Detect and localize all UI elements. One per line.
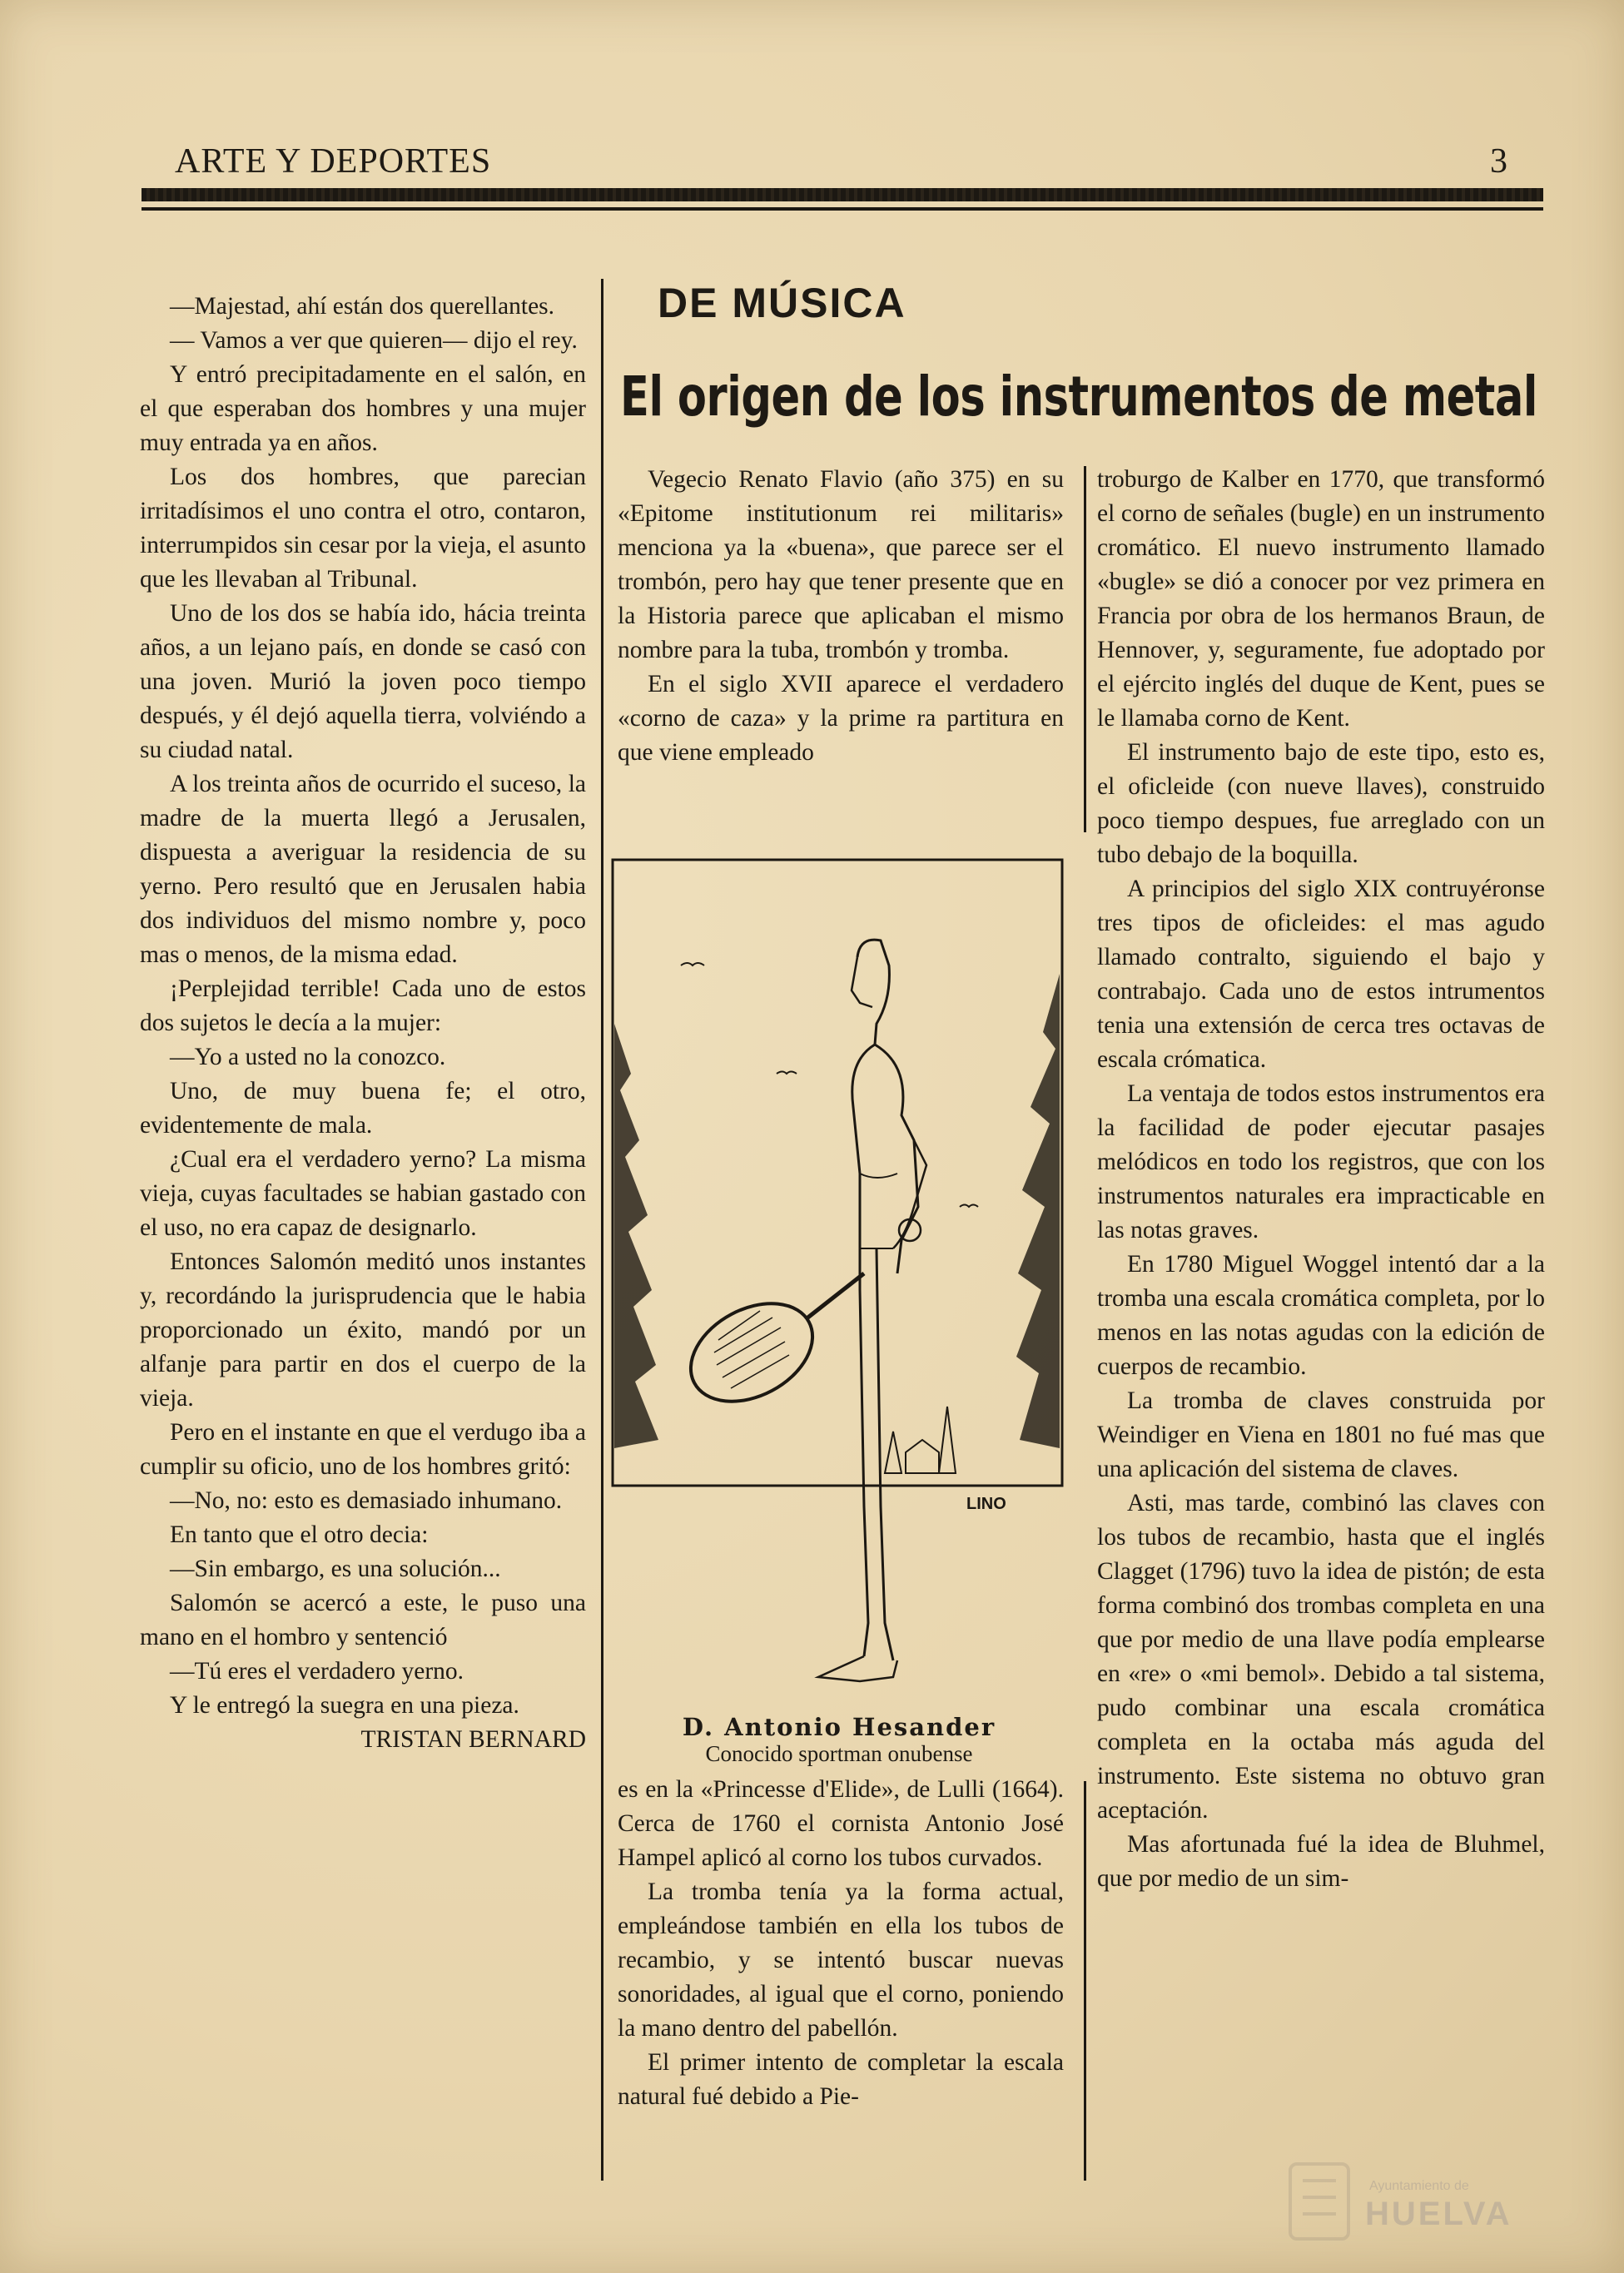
article-paragraph: Vegecio Renato Flavio (año 375) en su «Epitome institutionum rei militaris» menciona ya la «buena», que parece ser el trombón, pero hay que tener presente que en la Historia parece que aplicaban el mismo nombre para la tuba, trombón y tromba. (618, 466, 1064, 663)
story-paragraph: En tanto que el otro decia: (170, 1521, 429, 1548)
article-paragraph: En 1780 Miguel Woggel intentó dar a la tromba una escala cromática completa, por lo menos en las notas agudas con la edición de cuerpos de recambio. (1097, 1251, 1545, 1380)
illustration-caption-name: D. Antonio Hesander (682, 1713, 996, 1741)
running-header-title: ARTE Y DEPORTES (175, 142, 492, 181)
article-paragraph: Mas afortunada fué la idea de Bluhmel, que por medio de un sim- (1097, 1831, 1545, 1892)
column-divider-left (601, 279, 603, 2181)
story-paragraph: —Majestad, ahí están dos querellantes. (170, 293, 555, 320)
story-paragraph: Entonces Salomón meditó unos instantes y, recordándo la jurisprudencia que le habia proporcionado un éxito, mandó por un alfanje para partir en dos el cuerpo de la vieja. (140, 1248, 586, 1412)
story-paragraph: — Vamos a ver que quieren— dijo el rey. (170, 327, 578, 354)
story-paragraph: ¿Cual era el verdadero yerno? La misma vieja, cuyas facultades se habian gastado con el uso, no era capaz de designarlo. (140, 1146, 586, 1241)
page-number: 3 (1490, 142, 1507, 181)
article-paragraph: troburgo de Kalber en 1770, que transformó el corno de señales (bugle) en un instrumento cromático. El nuevo instrumento llamado «bugle» se dió a conocer por vez primera en Francia por obra de los hermanos Braun, de Hennover, y, seguramente, fue adoptado por el ejército inglés del duque de Kent, pues se le llamaba corno de Kent. (1097, 466, 1545, 732)
story-paragraph: Salomón se acercó a este, le puso una mano en el hombro y sentenció (140, 1590, 586, 1650)
article-title: El origen de los instrumentos de metal (620, 365, 1537, 429)
article-paragraph: El primer intento de completar la escala natural fué debido a Pie- (618, 2049, 1064, 2110)
story-paragraph: —Tú eres el verdadero yerno. (170, 1658, 464, 1685)
tennis-player-illustration (610, 857, 1068, 1710)
story-paragraph: Los dos hombres, que parecian irritadísimos el uno contra el otro, contaron, interrumpidos sin cesar por la vieja, el asunto que les llevaban al Tribunal. (140, 464, 586, 593)
article-middle-top (618, 463, 1064, 770)
article-paragraph: Asti, mas tarde, combinó las claves con los tubos de recambio, hasta que el inglés Clagget (1796) tuvo la idea de pistón; de esta forma combinó dos trombas completa en una que por medio de una llave podía emplearse en «re» o «mi bemol». Debido a tal sistema, pudo combinar una escala cromática completa en la octaba más aguda del instrumento. Este sistema no obtuvo gran aceptación. (1097, 1490, 1545, 1824)
story-author-signature: TRISTAN BERNARD (360, 1726, 586, 1753)
story-paragraph: A los treinta años de ocurrido el suceso, la madre de la muerta llegó a Jerusalen, dispuesta a averiguar la residencia de su yerno. Pero resultó que en Jerusalen habia dos individuos del mismo nombre y, poco mas o menos, de la misma edad. (140, 771, 586, 968)
column-divider-right-bottom (1084, 1781, 1086, 2181)
watermark-text: HUELVA (1365, 2196, 1512, 2232)
story-paragraph: ¡Perplejidad terrible! Cada uno de estos dos sujetos le decía a la mujer: (140, 975, 586, 1036)
story-paragraph: Pero en el instante en que el verdugo iba a cumplir su oficio, uno de los hombres gritó: (140, 1419, 586, 1480)
story-column (140, 290, 586, 1757)
article-paragraph: es en la «Princesse d'Elide», de Lulli (1664). Cerca de 1760 el cornista Antonio José Hampel aplicó al corno los tubos curvados. (618, 1776, 1064, 1871)
story-paragraph: Y entró precipitadamente en el salón, en el que esperaban dos hombres y una mujer muy entrada ya en años. (140, 361, 586, 456)
article-paragraph: En el siglo XVII aparece el verdadero «corno de caza» y la prime ra partitura en que viene empleado (618, 671, 1064, 766)
watermark-small-text: Ayuntamiento de (1369, 2179, 1469, 2193)
artist-signature: LINO (966, 1495, 1006, 1513)
header-rule-thick (142, 188, 1543, 201)
article-paragraph: El instrumento bajo de este tipo, esto es, el oficleide (con nueve llaves), construido poco tiempo despues, fue arreglado con un tubo debajo de la boquilla. (1097, 739, 1545, 868)
article-middle-bottom (618, 1773, 1064, 2114)
article-right-column (1097, 463, 1545, 1896)
article-paragraph: La tromba tenía ya la forma actual, empleándose también en ella los tubos de recambio, y se intentó buscar nuevas sonoridades, al igual que el corno, poniendo la mano dentro del pabellón. (618, 1878, 1064, 2042)
story-paragraph: Uno de los dos se había ido, hácia treinta años, a un lejano país, en donde se casó con una joven. Murió la joven poco tiempo después, y él dejó aquella tierra, volviéndo a su ciudad natal. (140, 600, 586, 763)
story-paragraph: —No, no: esto es demasiado inhumano. (170, 1487, 563, 1514)
story-paragraph: Uno, de muy buena fe; el otro, evidentemente de mala. (140, 1078, 586, 1139)
article-paragraph: La ventaja de todos estos instrumentos era la facilidad de poder ejecutar pasajes melódicos en todo los registros, que con los instrumentos naturales era impracticable en las notas graves. (1097, 1080, 1545, 1243)
illustration-caption-subtitle: Conocido sportman onubense (705, 1741, 973, 1766)
section-heading: DE MÚSICA (658, 280, 906, 326)
story-paragraph: —Sin embargo, es una solución... (170, 1556, 501, 1582)
story-paragraph: Y le entregó la suegra en una pieza. (170, 1692, 519, 1719)
header-rule-thin (142, 207, 1543, 211)
article-paragraph: A principios del siglo XIX contruyéronse tres tipos de oficleides: el mas agudo llamado contralto, siguiendo el bajo y contrabajo. Cada uno de estos intrumentos tenia una extensión de cerca tres octavas de escala crómatica. (1097, 876, 1545, 1073)
story-paragraph: —Yo a usted no la conozco. (170, 1044, 446, 1070)
column-divider-right-top (1084, 466, 1086, 832)
article-paragraph: La tromba de claves construida por Weindiger en Viena en 1801 no fué mas que una aplicación del sistema de claves. (1097, 1387, 1545, 1482)
